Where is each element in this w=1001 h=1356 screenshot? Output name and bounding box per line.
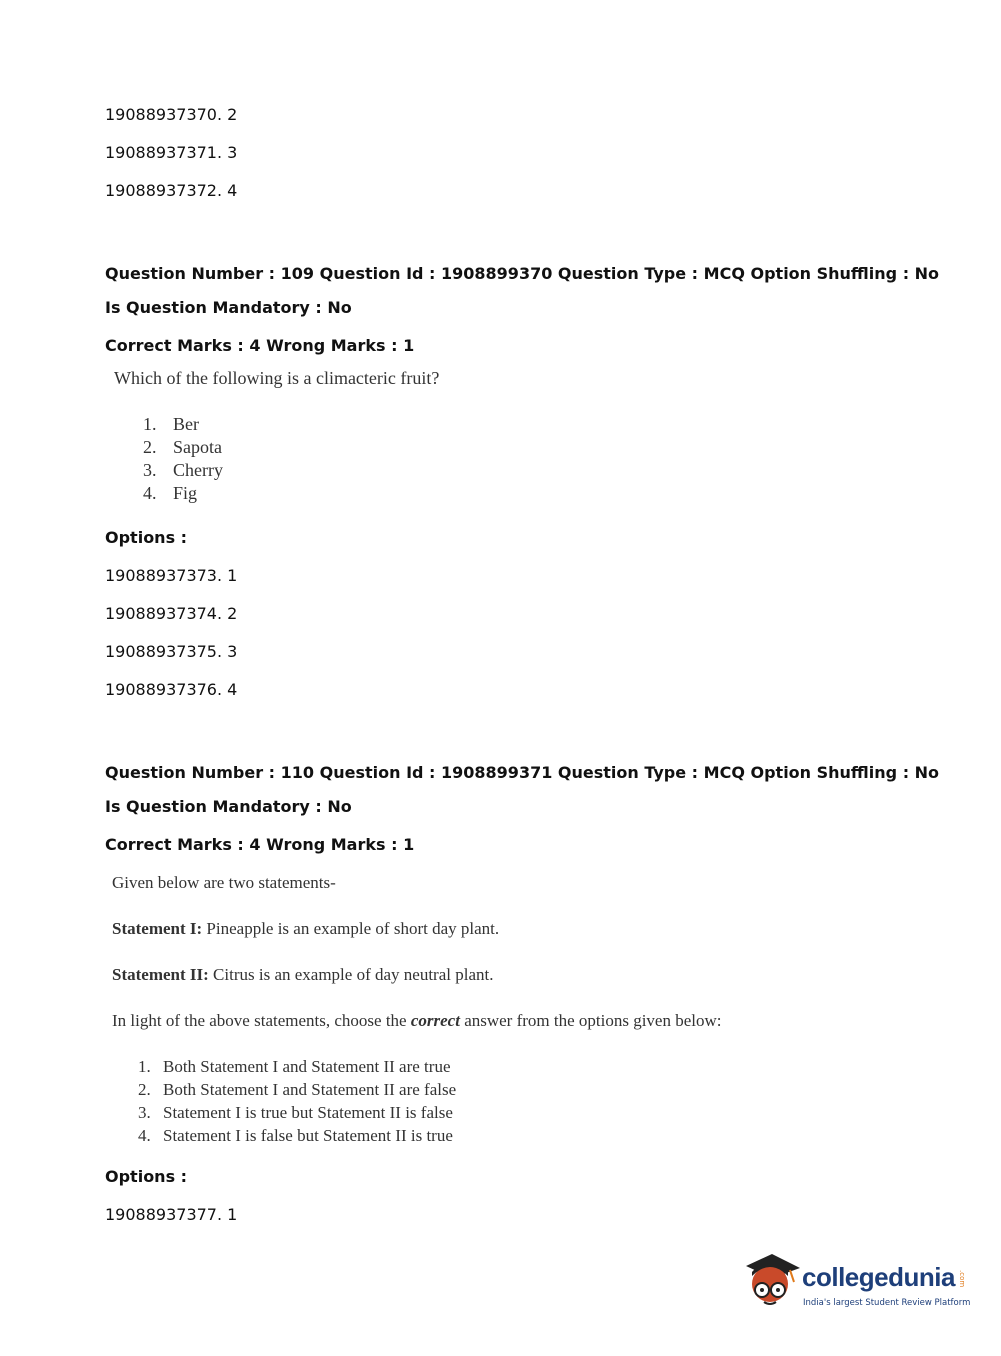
option-line: 19088937375. 3 <box>105 642 238 661</box>
choice-item: 3. Cherry <box>143 460 223 480</box>
choice-item: 4. Statement I is false but Statement II is true <box>138 1126 453 1145</box>
option-line: 19088937372. 4 <box>105 181 238 200</box>
option-line: 19088937376. 4 <box>105 680 238 699</box>
choice-item: 3. Statement I is true but Statement II is false <box>138 1103 453 1122</box>
options-label: Options : <box>105 528 188 547</box>
brand-tld: .com <box>958 1270 966 1288</box>
choice-list <box>143 413 223 505</box>
question-text: Which of the following is a climacteric fruit? <box>114 368 440 388</box>
collegedunia-logo <box>742 1248 972 1318</box>
choice-item: 4. Fig <box>143 483 198 503</box>
brand-tagline: India's largest Student Review Platform <box>803 1298 971 1308</box>
options-label: Options : <box>105 1167 188 1186</box>
question-header: Question Number : 109 Question Id : 1908899370 Question Type : MCQ Option Shuffling : No <box>105 264 940 283</box>
question-intro: Given below are two statements- <box>112 873 336 892</box>
option-line: 19088937370. 2 <box>105 105 238 124</box>
choice-item: 2. Both Statement I and Statement II are false <box>138 1080 457 1099</box>
option-line: 19088937374. 2 <box>105 604 238 623</box>
choice-list <box>138 1055 456 1147</box>
choice-item: 2. Sapota <box>143 437 222 457</box>
question-marks: Correct Marks : 4 Wrong Marks : 1 <box>105 835 415 854</box>
option-line: 19088937373. 1 <box>105 566 238 585</box>
statement-2: Statement II: Citrus is an example of day neutral plant. <box>112 965 494 984</box>
mascot-icon <box>742 1248 804 1318</box>
brand-name: collegedunia <box>802 1262 955 1292</box>
choice-item: 1. Both Statement I and Statement II are true <box>138 1057 451 1076</box>
question-header: Question Number : 110 Question Id : 1908899371 Question Type : MCQ Option Shuffling : No <box>105 763 940 782</box>
option-line: 19088937371. 3 <box>105 143 238 162</box>
question-marks: Correct Marks : 4 Wrong Marks : 1 <box>105 336 415 355</box>
question-mandatory: Is Question Mandatory : No <box>105 797 352 816</box>
choice-item: 1. Ber <box>143 414 199 434</box>
option-line: 19088937377. 1 <box>105 1205 238 1224</box>
statement-1: Statement I: Pineapple is an example of short day plant. <box>112 919 500 938</box>
question-instruction: In light of the above statements, choose the correct answer from the options given below: <box>112 1011 722 1030</box>
question-mandatory: Is Question Mandatory : No <box>105 298 352 317</box>
